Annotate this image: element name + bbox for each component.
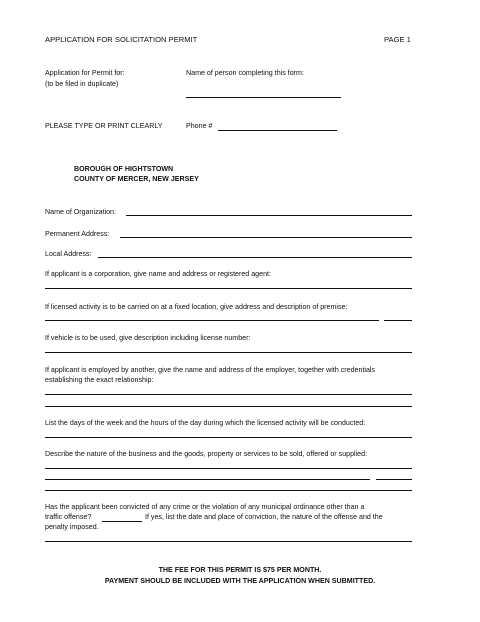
conviction-question-line1: Has the applicant been convicted of any crime or the violation of any municipal ordinance other than a [45, 503, 365, 511]
fixed-location-answer-line[interactable] [45, 320, 379, 321]
employer-question-line2: establishing the exact relationship: [45, 376, 154, 384]
corporation-answer-line[interactable] [45, 288, 412, 289]
duplicate-note: (to be filed in duplicate) [45, 80, 119, 88]
conviction-yes-no-field[interactable] [102, 521, 142, 522]
conviction-answer-line[interactable] [45, 541, 412, 542]
conviction-question-line2a: traffic offense? [45, 513, 92, 521]
days-hours-answer-line[interactable] [45, 437, 412, 438]
employer-answer-line-1[interactable] [45, 394, 412, 395]
nature-answer-line-2[interactable] [45, 479, 370, 480]
organization-field[interactable] [126, 215, 412, 216]
print-instruction: PLEASE TYPE OR PRINT CLEARLY [45, 122, 163, 130]
fee-notice: THE FEE FOR THIS PERMIT IS $75 PER MONTH. [158, 566, 322, 574]
employer-answer-line-2[interactable] [45, 406, 412, 407]
nature-answer-line-2-end[interactable] [376, 479, 412, 480]
person-completing-field[interactable] [186, 97, 341, 98]
conviction-question-line3: penalty imposed. [45, 523, 99, 531]
local-address-label: Local Address: [45, 250, 92, 258]
days-hours-question: List the days of the week and the hours of the day during which the licensed activity will be conducted: [45, 419, 366, 427]
page-number: PAGE 1 [384, 35, 411, 44]
payment-notice: PAYMENT SHOULD BE INCLUDED WITH THE APPLICATION WHEN SUBMITTED. [104, 577, 376, 585]
county-name: COUNTY OF MERCER, NEW JERSEY [74, 175, 199, 183]
person-completing-label: Name of person completing this form: [186, 69, 304, 77]
permanent-address-label: Permanent Address: [45, 230, 110, 238]
organization-label: Name of Organization: [45, 208, 116, 216]
nature-answer-line-3[interactable] [45, 490, 412, 491]
employer-question-line1: If applicant is employed by another, give the name and address of the employer, together with credentials [45, 366, 376, 374]
nature-question: Describe the nature of the business and the goods, property or services to be sold, offered or supplied: [45, 450, 368, 458]
vehicle-question: If vehicle is to be used, give description including license number: [45, 334, 251, 342]
form-title: APPLICATION FOR SOLICITATION PERMIT [45, 35, 198, 44]
vehicle-answer-line[interactable] [45, 352, 412, 353]
fixed-location-question: If licensed activity is to be carried on at a fixed location, give address and description of premise: [45, 303, 348, 311]
local-address-field[interactable] [98, 257, 412, 258]
permanent-address-field[interactable] [120, 237, 412, 238]
borough-name: BOROUGH OF HIGHTSTOWN [74, 165, 174, 173]
nature-answer-line-1[interactable] [45, 468, 412, 469]
fixed-location-answer-line-end[interactable] [384, 320, 412, 321]
phone-field[interactable] [218, 130, 337, 131]
phone-label: Phone # [186, 122, 213, 130]
corporation-question: If applicant is a corporation, give name and address or registered agent: [45, 270, 271, 278]
permit-for-label: Application for Permit for: [45, 69, 125, 77]
conviction-question-line2b: If yes, list the date and place of conviction, the nature of the offense and the [145, 513, 383, 521]
